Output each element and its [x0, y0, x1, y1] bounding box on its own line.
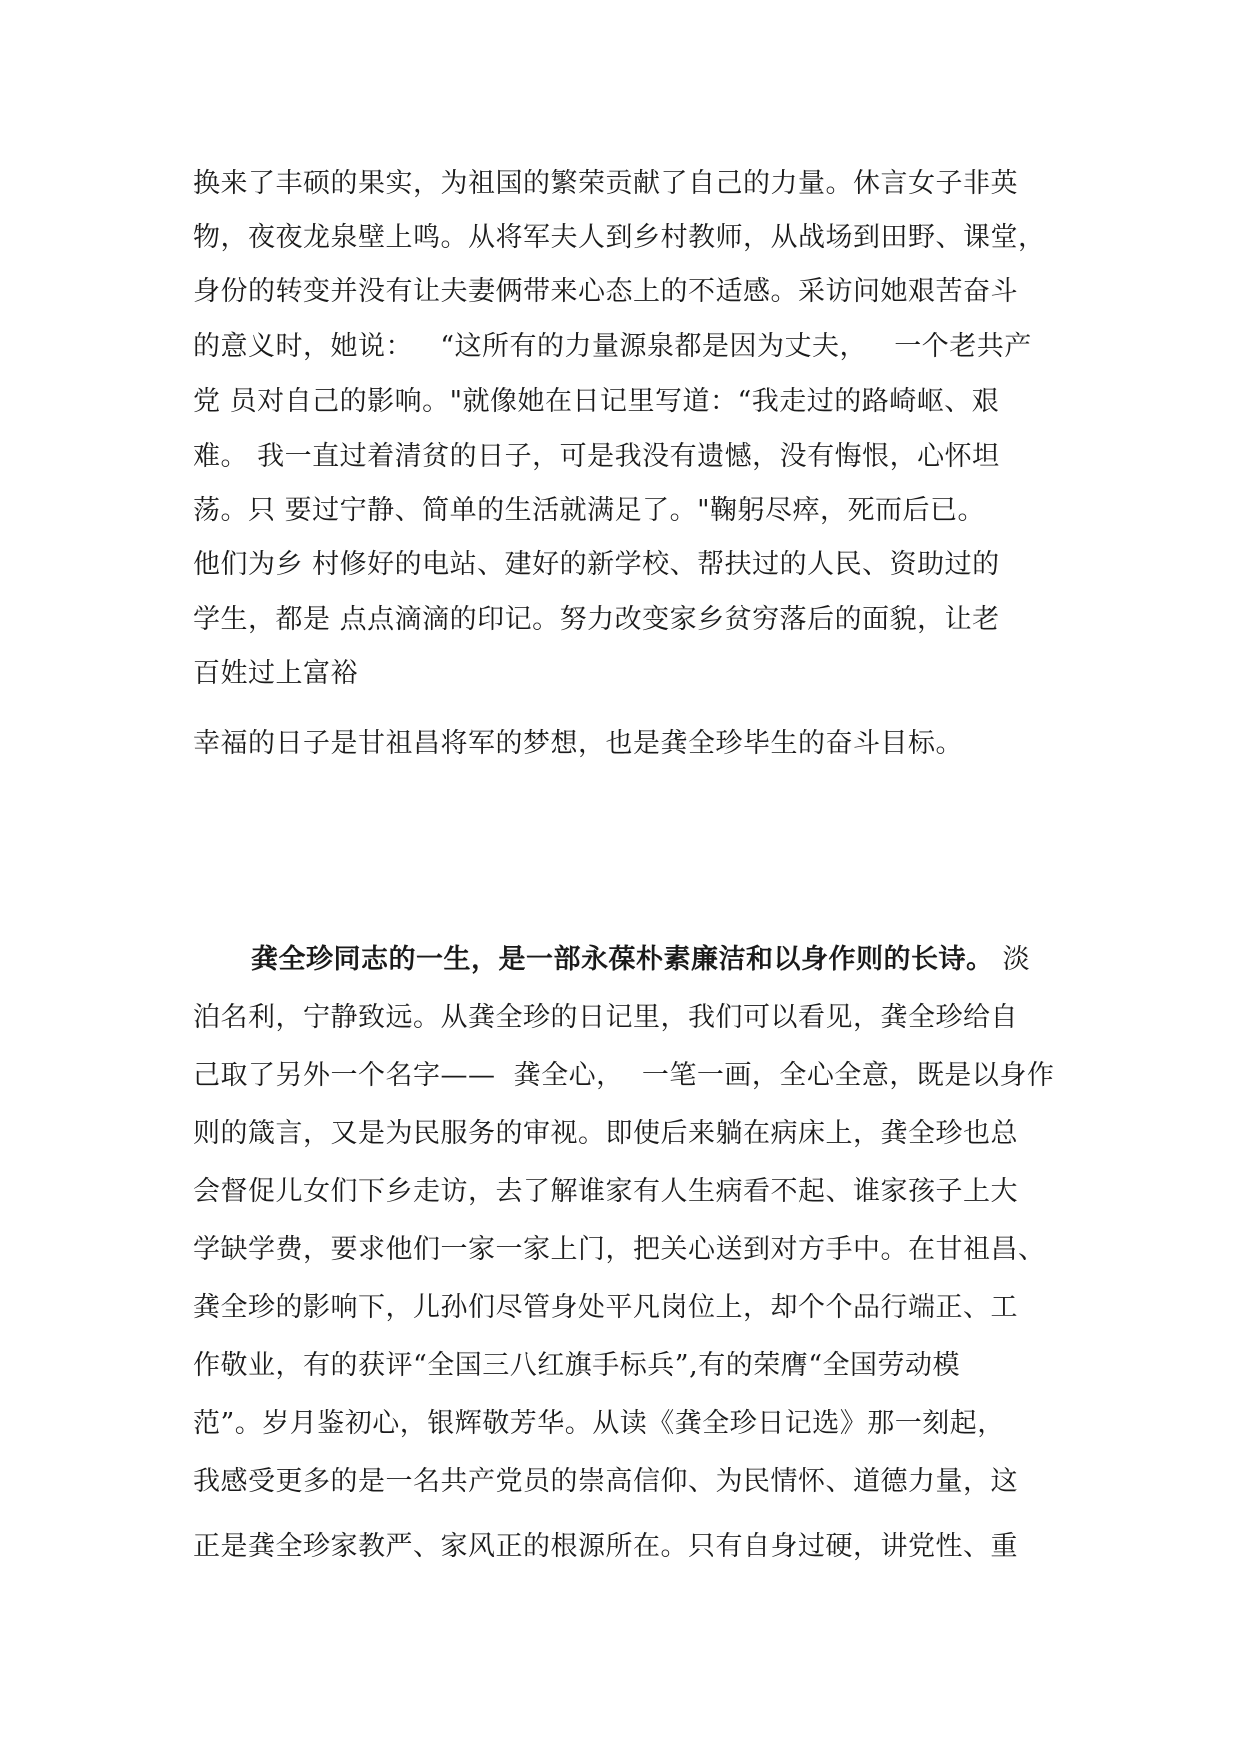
text-line: 则的箴言，又是为民服务的审视。即使后来躺在病床上，龚全珍也总 — [193, 1118, 1018, 1149]
text-span: 淡 — [993, 944, 1031, 975]
paragraph-heading-line — [251, 940, 1030, 980]
text-line: 幸福的日子是甘祖昌将军的梦想，也是龚全珍毕生的奋斗目标。 — [193, 728, 963, 759]
paragraph-heading: 龚全珍同志的一生，是一部永葆朴素廉洁和以身作则的长诗。 — [251, 944, 994, 975]
text-line: 学生，都是 点点滴滴的印记。努力改变家乡贫穷落后的面貌，让老 — [193, 604, 1000, 635]
text-line: 我感受更多的是一名共产党员的崇高信仰、为民情怀、道德力量，这 — [193, 1466, 1018, 1497]
text-line: 身份的转变并没有让夫妻俩带来心态上的不适感。采访问她艰苦奋斗 — [193, 276, 1018, 307]
text-line: 的意义时，她说： “这所有的力量源泉都是因为丈夫， 一个老共产 — [193, 331, 1032, 362]
text-line: 百姓过上富裕 — [193, 658, 358, 689]
text-line: 泊名利，宁静致远。从龚全珍的日记里，我们可以看见，龚全珍给自 — [193, 1002, 1018, 1033]
text-line: 龚全珍的影响下，儿孙们尽管身处平凡岗位上，却个个品行端正、工 — [193, 1292, 1018, 1323]
text-line: 党 员对自己的影响。"就像她在日记里写道：“我走过的路崎岖、艰 — [193, 386, 1000, 417]
text-line: 作敬业，有的获评“全国三八红旗手标兵”,有的荣膺“全国劳动模 — [193, 1350, 960, 1381]
text-line: 己取了另外一个名字—— 龚全心， 一笔一画，全心全意，既是以身作 — [193, 1060, 1055, 1091]
text-line: 难。 我一直过着清贫的日子，可是我没有遗憾，没有悔恨，心怀坦 — [193, 441, 1000, 472]
text-line: 正是龚全珍家教严、家风正的根源所在。只有自身过硬，讲党性、重 — [193, 1531, 1018, 1562]
text-line: 会督促儿女们下乡走访，去了解谁家有人生病看不起、谁家孩子上大 — [193, 1176, 1018, 1207]
text-line: 物，夜夜龙泉壁上鸣。从将军夫人到乡村教师，从战场到田野、课堂， — [193, 222, 1046, 253]
text-line: 换来了丰硕的果实，为祖国的繁荣贡献了自己的力量。休言女子非英 — [193, 168, 1018, 199]
text-line: 范”。岁月鉴初心，银辉敬芳华。从读《龚全珍日记选》那一刻起， — [193, 1408, 1005, 1439]
text-line: 荡。只 要过宁静、简单的生活就满足了。"鞠躬尽瘁，死而后已。 — [193, 495, 986, 526]
text-line: 他们为乡 村修好的电站、建好的新学校、帮扶过的人民、资助过的 — [193, 549, 1000, 580]
text-line: 学缺学费，要求他们一家一家上门，把关心送到对方手中。在甘祖昌、 — [193, 1234, 1046, 1265]
